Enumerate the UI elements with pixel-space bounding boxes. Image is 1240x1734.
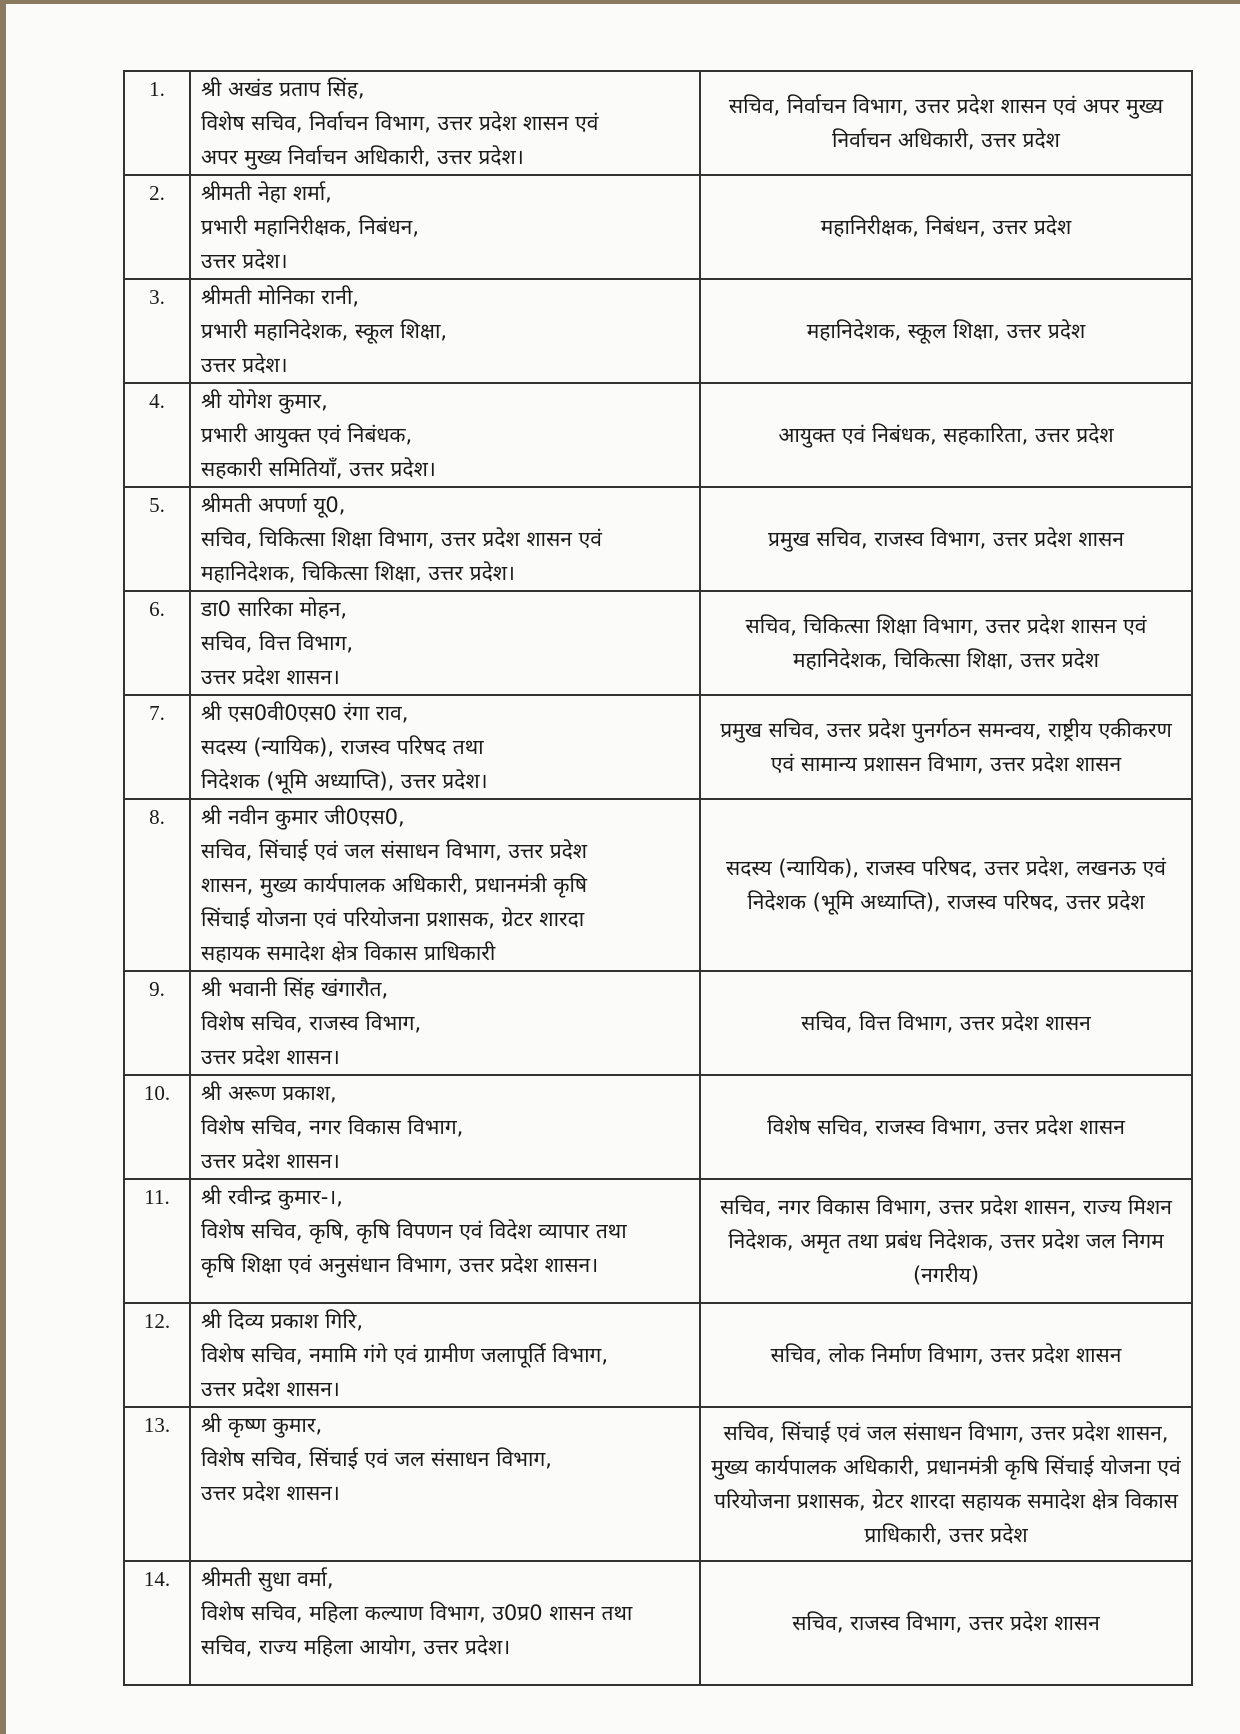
current-post-cell [190, 971, 700, 1075]
current-post-line: सहायक समादेश क्षेत्र विकास प्राधिकारी [201, 941, 496, 965]
current-post-line: उत्तर प्रदेश शासन। [201, 1481, 340, 1505]
current-post-line: प्रभारी आयुक्त एवं निबंधक, [201, 423, 413, 447]
current-post-line: सचिव, वित्त विभाग, [201, 631, 354, 655]
serial-number: 2. [124, 175, 190, 279]
current-post-cell [190, 1179, 700, 1303]
table-row [124, 1303, 1192, 1407]
table-row [124, 591, 1192, 695]
serial-number: 14. [124, 1561, 190, 1685]
current-post-cell [190, 695, 700, 799]
current-post-line: कृषि शिक्षा एवं अनुसंधान विभाग, उत्तर प्रदेश शासन। [201, 1253, 599, 1277]
current-post-line: उत्तर प्रदेश शासन। [201, 665, 340, 689]
officer-name: श्रीमती नेहा शर्मा, [201, 181, 332, 205]
serial-number: 10. [124, 1075, 190, 1179]
officer-name: श्री योगेश कुमार, [201, 389, 328, 413]
current-post-line: शासन, मुख्य कार्यपालक अधिकारी, प्रधानमंत्री कृषि [201, 873, 588, 897]
officer-name: श्री भवानी सिंह खंगारौत, [201, 977, 389, 1001]
current-post-cell [190, 71, 700, 175]
serial-number: 1. [124, 71, 190, 175]
transfer-table [123, 70, 1193, 1686]
current-post-line: विशेष सचिव, सिंचाई एवं जल संसाधन विभाग, [201, 1447, 552, 1471]
current-post-cell [190, 1075, 700, 1179]
current-post-line: विशेष सचिव, निर्वाचन विभाग, उत्तर प्रदेश शासन एवं [201, 111, 599, 135]
serial-number: 12. [124, 1303, 190, 1407]
serial-number: 7. [124, 695, 190, 799]
table-row [124, 487, 1192, 591]
table-row [124, 1407, 1192, 1561]
serial-number: 9. [124, 971, 190, 1075]
current-post-line: उत्तर प्रदेश। [201, 353, 288, 377]
current-post-line: उत्तर प्रदेश। [201, 249, 288, 273]
current-post-line: निदेशक (भूमि अध्याप्ति), उत्तर प्रदेश। [201, 769, 488, 793]
table-row [124, 279, 1192, 383]
new-post: सचिव, चिकित्सा शिक्षा विभाग, उत्तर प्रदेश शासन एवं महानिदेशक, चिकित्सा शिक्षा, उत्तर प्रदेश [700, 591, 1192, 695]
current-post-line: प्रभारी महानिदेशक, स्कूल शिक्षा, [201, 319, 448, 343]
table-row [124, 695, 1192, 799]
current-post-line: सचिव, सिंचाई एवं जल संसाधन विभाग, उत्तर प्रदेश [201, 839, 588, 863]
serial-number: 3. [124, 279, 190, 383]
current-post-cell [190, 1561, 700, 1685]
officer-name: श्री अरूण प्रकाश, [201, 1081, 337, 1105]
table-row [124, 175, 1192, 279]
serial-number: 8. [124, 799, 190, 971]
current-post-cell [190, 175, 700, 279]
table-row [124, 71, 1192, 175]
current-post-line: प्रभारी महानिरीक्षक, निबंधन, [201, 215, 419, 239]
new-post: सदस्य (न्यायिक), राजस्व परिषद, उत्तर प्रदेश, लखनऊ एवं निदेशक (भूमि अध्याप्ति), राजस्व परिषद, उत्तर प्रदेश [700, 799, 1192, 971]
officer-name: श्री कृष्ण कुमार, [201, 1413, 323, 1437]
document-page [6, 4, 1240, 1734]
new-post: आयुक्त एवं निबंधक, सहकारिता, उत्तर प्रदेश [700, 383, 1192, 487]
serial-number: 4. [124, 383, 190, 487]
current-post-line: सचिव, चिकित्सा शिक्षा विभाग, उत्तर प्रदेश शासन एवं [201, 527, 602, 551]
new-post: सचिव, सिंचाई एवं जल संसाधन विभाग, उत्तर प्रदेश शासन, मुख्य कार्यपालक अधिकारी, प्रधानमंत्री कृषि सिंचाई योजना एवं परियोजना प्रशासक, ग्रेटर शारदा सहायक समादेश क्षेत्र विकास प्राधिकारी, उत्तर प्रदेश [700, 1407, 1192, 1561]
table-row [124, 799, 1192, 971]
table-row [124, 971, 1192, 1075]
current-post-line: उत्तर प्रदेश शासन। [201, 1377, 340, 1401]
current-post-line: विशेष सचिव, महिला कल्याण विभाग, उ0प्र0 शासन तथा [201, 1601, 633, 1625]
current-post-line: विशेष सचिव, नगर विकास विभाग, [201, 1115, 464, 1139]
table-row [124, 1179, 1192, 1303]
transfer-table-body [124, 71, 1192, 1685]
current-post-line: सहकारी समितियॉं, उत्तर प्रदेश। [201, 457, 436, 481]
new-post: सचिव, राजस्व विभाग, उत्तर प्रदेश शासन [700, 1561, 1192, 1685]
current-post-cell [190, 383, 700, 487]
officer-name: श्री नवीन कुमार जी0एस0, [201, 805, 405, 829]
table-row [124, 1075, 1192, 1179]
current-post-line: उत्तर प्रदेश शासन। [201, 1045, 340, 1069]
current-post-line: अपर मुख्य निर्वाचन अधिकारी, उत्तर प्रदेश। [201, 145, 524, 169]
current-post-line: सिंचाई योजना एवं परियोजना प्रशासक, ग्रेटर शारदा [201, 907, 585, 931]
new-post: सचिव, लोक निर्माण विभाग, उत्तर प्रदेश शासन [700, 1303, 1192, 1407]
serial-number: 11. [124, 1179, 190, 1303]
officer-name: श्री रवीन्द्र कुमार-।, [201, 1185, 343, 1209]
serial-number: 6. [124, 591, 190, 695]
current-post-cell [190, 279, 700, 383]
table-row [124, 383, 1192, 487]
current-post-cell [190, 591, 700, 695]
officer-name: डा0 सारिका मोहन, [201, 597, 348, 621]
new-post: महानिदेशक, स्कूल शिक्षा, उत्तर प्रदेश [700, 279, 1192, 383]
current-post-cell [190, 1407, 700, 1561]
current-post-line: विशेष सचिव, राजस्व विभाग, [201, 1011, 422, 1035]
new-post: प्रमुख सचिव, राजस्व विभाग, उत्तर प्रदेश शासन [700, 487, 1192, 591]
new-post: सचिव, नगर विकास विभाग, उत्तर प्रदेश शासन, राज्य मिशन निदेशक, अमृत तथा प्रबंध निदेशक, उत्तर प्रदेश जल निगम (नगरीय) [700, 1179, 1192, 1303]
current-post-cell [190, 1303, 700, 1407]
officer-name: श्रीमती सुधा वर्मा, [201, 1567, 334, 1591]
serial-number: 13. [124, 1407, 190, 1561]
officer-name: श्री दिव्य प्रकाश गिरि, [201, 1309, 364, 1333]
new-post: महानिरीक्षक, निबंधन, उत्तर प्रदेश [700, 175, 1192, 279]
officer-name: श्री अखंड प्रताप सिंह, [201, 77, 365, 101]
current-post-line: विशेष सचिव, कृषि, कृषि विपणन एवं विदेश व्यापार तथा [201, 1219, 627, 1243]
current-post-line: महानिदेशक, चिकित्सा शिक्षा, उत्तर प्रदेश। [201, 561, 515, 585]
officer-name: श्रीमती अपर्णा यू0, [201, 493, 346, 517]
serial-number: 5. [124, 487, 190, 591]
current-post-line: उत्तर प्रदेश शासन। [201, 1149, 340, 1173]
new-post: सचिव, निर्वाचन विभाग, उत्तर प्रदेश शासन एवं अपर मुख्य निर्वाचन अधिकारी, उत्तर प्रदेश [700, 71, 1192, 175]
current-post-line: सचिव, राज्य महिला आयोग, उत्तर प्रदेश। [201, 1635, 511, 1659]
current-post-line: विशेष सचिव, नमामि गंगे एवं ग्रामीण जलापूर्ति विभाग, [201, 1343, 609, 1367]
current-post-cell [190, 487, 700, 591]
officer-name: श्री एस0वी0एस0 रंगा राव, [201, 701, 409, 725]
current-post-cell [190, 799, 700, 971]
new-post: विशेष सचिव, राजस्व विभाग, उत्तर प्रदेश शासन [700, 1075, 1192, 1179]
officer-name: श्रीमती मोनिका रानी, [201, 285, 360, 309]
new-post: सचिव, वित्त विभाग, उत्तर प्रदेश शासन [700, 971, 1192, 1075]
current-post-line: सदस्य (न्यायिक), राजस्व परिषद तथा [201, 735, 484, 759]
new-post: प्रमुख सचिव, उत्तर प्रदेश पुनर्गठन समन्वय, राष्ट्रीय एकीकरण एवं सामान्य प्रशासन विभाग, उत्तर प्रदेश शासन [700, 695, 1192, 799]
table-row [124, 1561, 1192, 1685]
